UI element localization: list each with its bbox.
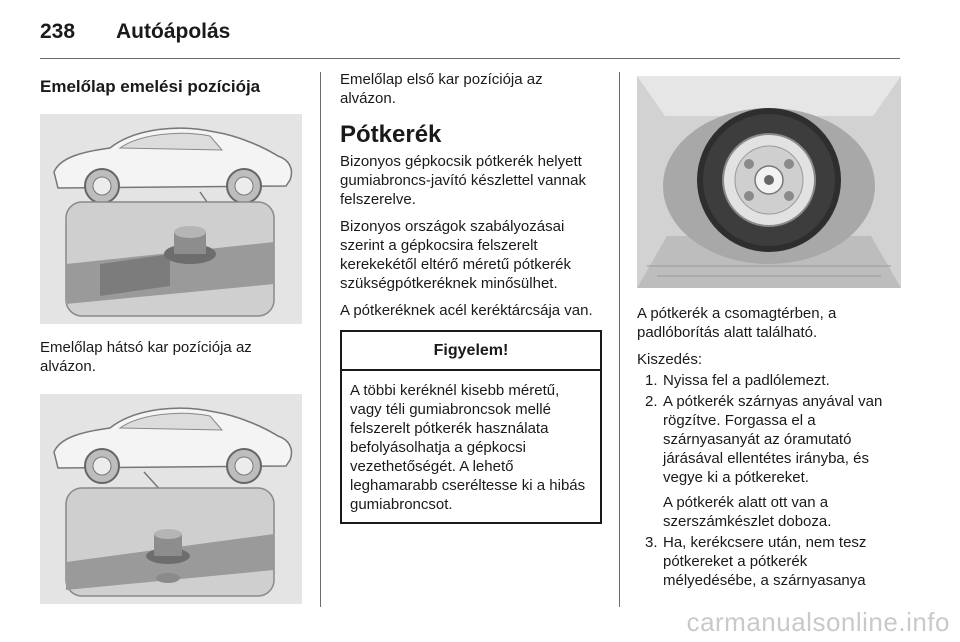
step-text: Nyissa fel a padlólemezt. bbox=[663, 372, 830, 389]
caption-spare-wheel-location: A pótkerék a csomagtérben, a padlóborítás alatt található. bbox=[637, 305, 837, 341]
watermark: carmanualsonline.info bbox=[686, 607, 950, 637]
section-heading-jack-position: Emelőlap emelési pozíciója bbox=[40, 77, 261, 96]
list-item bbox=[637, 392, 901, 531]
paragraph-2: Bizonyos országok szabályozásai szerint a gépkocsira felszerelt kerekekétől eltérő méretű pótkerék szükségpótkeréknek minősülhet. bbox=[340, 218, 571, 292]
warning-title: Figyelem! bbox=[342, 332, 600, 371]
illustration-rear-jack-point bbox=[40, 114, 302, 324]
illustration-spare-wheel-trunk bbox=[637, 76, 901, 288]
list-item bbox=[637, 371, 901, 390]
step-number: 3. bbox=[645, 534, 658, 551]
list-item bbox=[637, 533, 901, 590]
step-number: 2. bbox=[645, 393, 658, 410]
illustration-front-jack-point bbox=[40, 394, 302, 604]
paragraph-3: A pótkeréknek acél keréktárcsája van. bbox=[340, 302, 593, 319]
page-header bbox=[40, 16, 900, 60]
warning-text: A többi keréknél kisebb méretű, vagy téli gumiabroncsok mellé felszerelt pótkerék használata befolyásolhatja a gépkocsi vezethetőségét. A lehető leghamarabb cseréltesse ki a hibás gumiabroncsot. bbox=[350, 382, 586, 513]
column-1 bbox=[40, 70, 302, 604]
step-text: Ha, kerékcsere után, nem tesz pótkereket a pótkerék mélyedésébe, a szárnyasanya bbox=[663, 534, 867, 589]
column-divider-1 bbox=[320, 72, 321, 607]
warning-box bbox=[340, 330, 602, 524]
column-2 bbox=[340, 70, 602, 524]
removal-steps bbox=[637, 371, 901, 590]
paragraph-1: Bizonyos gépkocsik pótkerék helyett gumiabroncs-javító készlettel vannak felszerelve. bbox=[340, 153, 586, 208]
removal-intro: Kiszedés: bbox=[637, 351, 703, 368]
caption-rear-jack: Emelőlap hátsó kar pozíciója az alvázon. bbox=[40, 339, 252, 375]
step-note: A pótkerék alatt ott van a szerszámkészlet doboza. bbox=[663, 494, 832, 530]
page-number: 238 bbox=[40, 20, 76, 43]
step-text: A pótkerék szárnyas anyával van rögzítve. Forgassa el a szárnyasanyát az óramutató járásával ellentétes irányba, és vegye ki a pótkereket. bbox=[663, 393, 883, 486]
step-number: 1. bbox=[645, 372, 658, 389]
chapter-title: Autóápolás bbox=[116, 20, 231, 43]
caption-front-jack: Emelőlap első kar pozíciója az alvázon. bbox=[340, 71, 543, 107]
column-3 bbox=[637, 70, 901, 590]
column-divider-2 bbox=[619, 72, 620, 607]
section-heading-spare-wheel: Pótkerék bbox=[340, 121, 442, 148]
header-rule bbox=[40, 58, 900, 59]
